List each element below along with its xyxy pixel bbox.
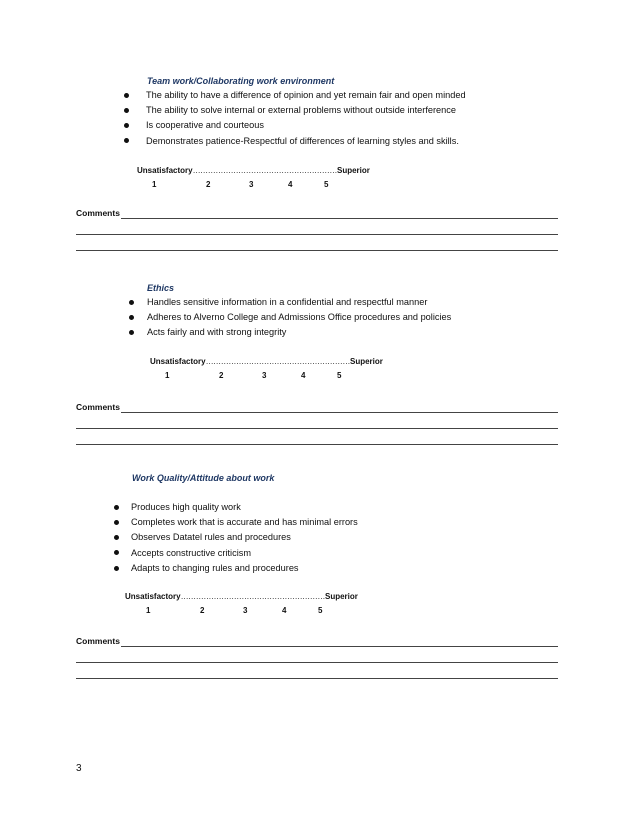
rating-1[interactable]: 1 xyxy=(152,180,157,189)
rating-3[interactable]: 3 xyxy=(249,180,254,189)
bullet-icon xyxy=(114,505,119,510)
comments-box-teamwork[interactable] xyxy=(76,207,558,251)
bullet-icon xyxy=(124,138,129,143)
bullet-icon xyxy=(124,93,129,98)
bullet-icon xyxy=(114,520,119,525)
rating-4[interactable]: 4 xyxy=(301,371,306,380)
rating-5[interactable]: 5 xyxy=(324,180,329,189)
comments-box-work-quality[interactable] xyxy=(76,635,558,679)
rating-2[interactable]: 2 xyxy=(219,371,224,380)
rating-1[interactable]: 1 xyxy=(165,371,170,380)
rating-5[interactable]: 5 xyxy=(337,371,342,380)
rating-scale-ethics: Unsatisfactory…………………………………………………Superior xyxy=(150,357,383,366)
comments-label: Comments xyxy=(76,402,120,412)
rating-4[interactable]: 4 xyxy=(282,606,287,615)
bullet-icon xyxy=(129,330,134,335)
bullet-icon xyxy=(129,315,134,320)
rating-5[interactable]: 5 xyxy=(318,606,323,615)
comments-box-ethics[interactable] xyxy=(76,401,558,445)
rating-scale-work-quality: Unsatisfactory…………………………………………………Superior xyxy=(125,592,358,601)
comments-label: Comments xyxy=(76,208,120,218)
rating-3[interactable]: 3 xyxy=(243,606,248,615)
section-heading-teamwork: Team work/Collaborating work environment xyxy=(147,76,335,86)
comments-label: Comments xyxy=(76,636,120,646)
section-heading-work-quality: Work Quality/Attitude about work xyxy=(132,473,275,483)
bullet-icon xyxy=(114,535,119,540)
page-number: 3 xyxy=(76,763,82,774)
bullet-icon xyxy=(114,566,119,571)
rating-2[interactable]: 2 xyxy=(200,606,205,615)
rating-scale-teamwork: Unsatisfactory…………………………………………………Superior xyxy=(137,166,370,175)
rating-3[interactable]: 3 xyxy=(262,371,267,380)
rating-1[interactable]: 1 xyxy=(146,606,151,615)
bullet-icon xyxy=(114,550,119,555)
bullet-icon xyxy=(124,123,129,128)
section-heading-ethics: Ethics xyxy=(147,283,175,293)
rating-4[interactable]: 4 xyxy=(288,180,293,189)
rating-2[interactable]: 2 xyxy=(206,180,211,189)
bullet-icon xyxy=(129,300,134,305)
bullet-icon xyxy=(124,108,129,113)
